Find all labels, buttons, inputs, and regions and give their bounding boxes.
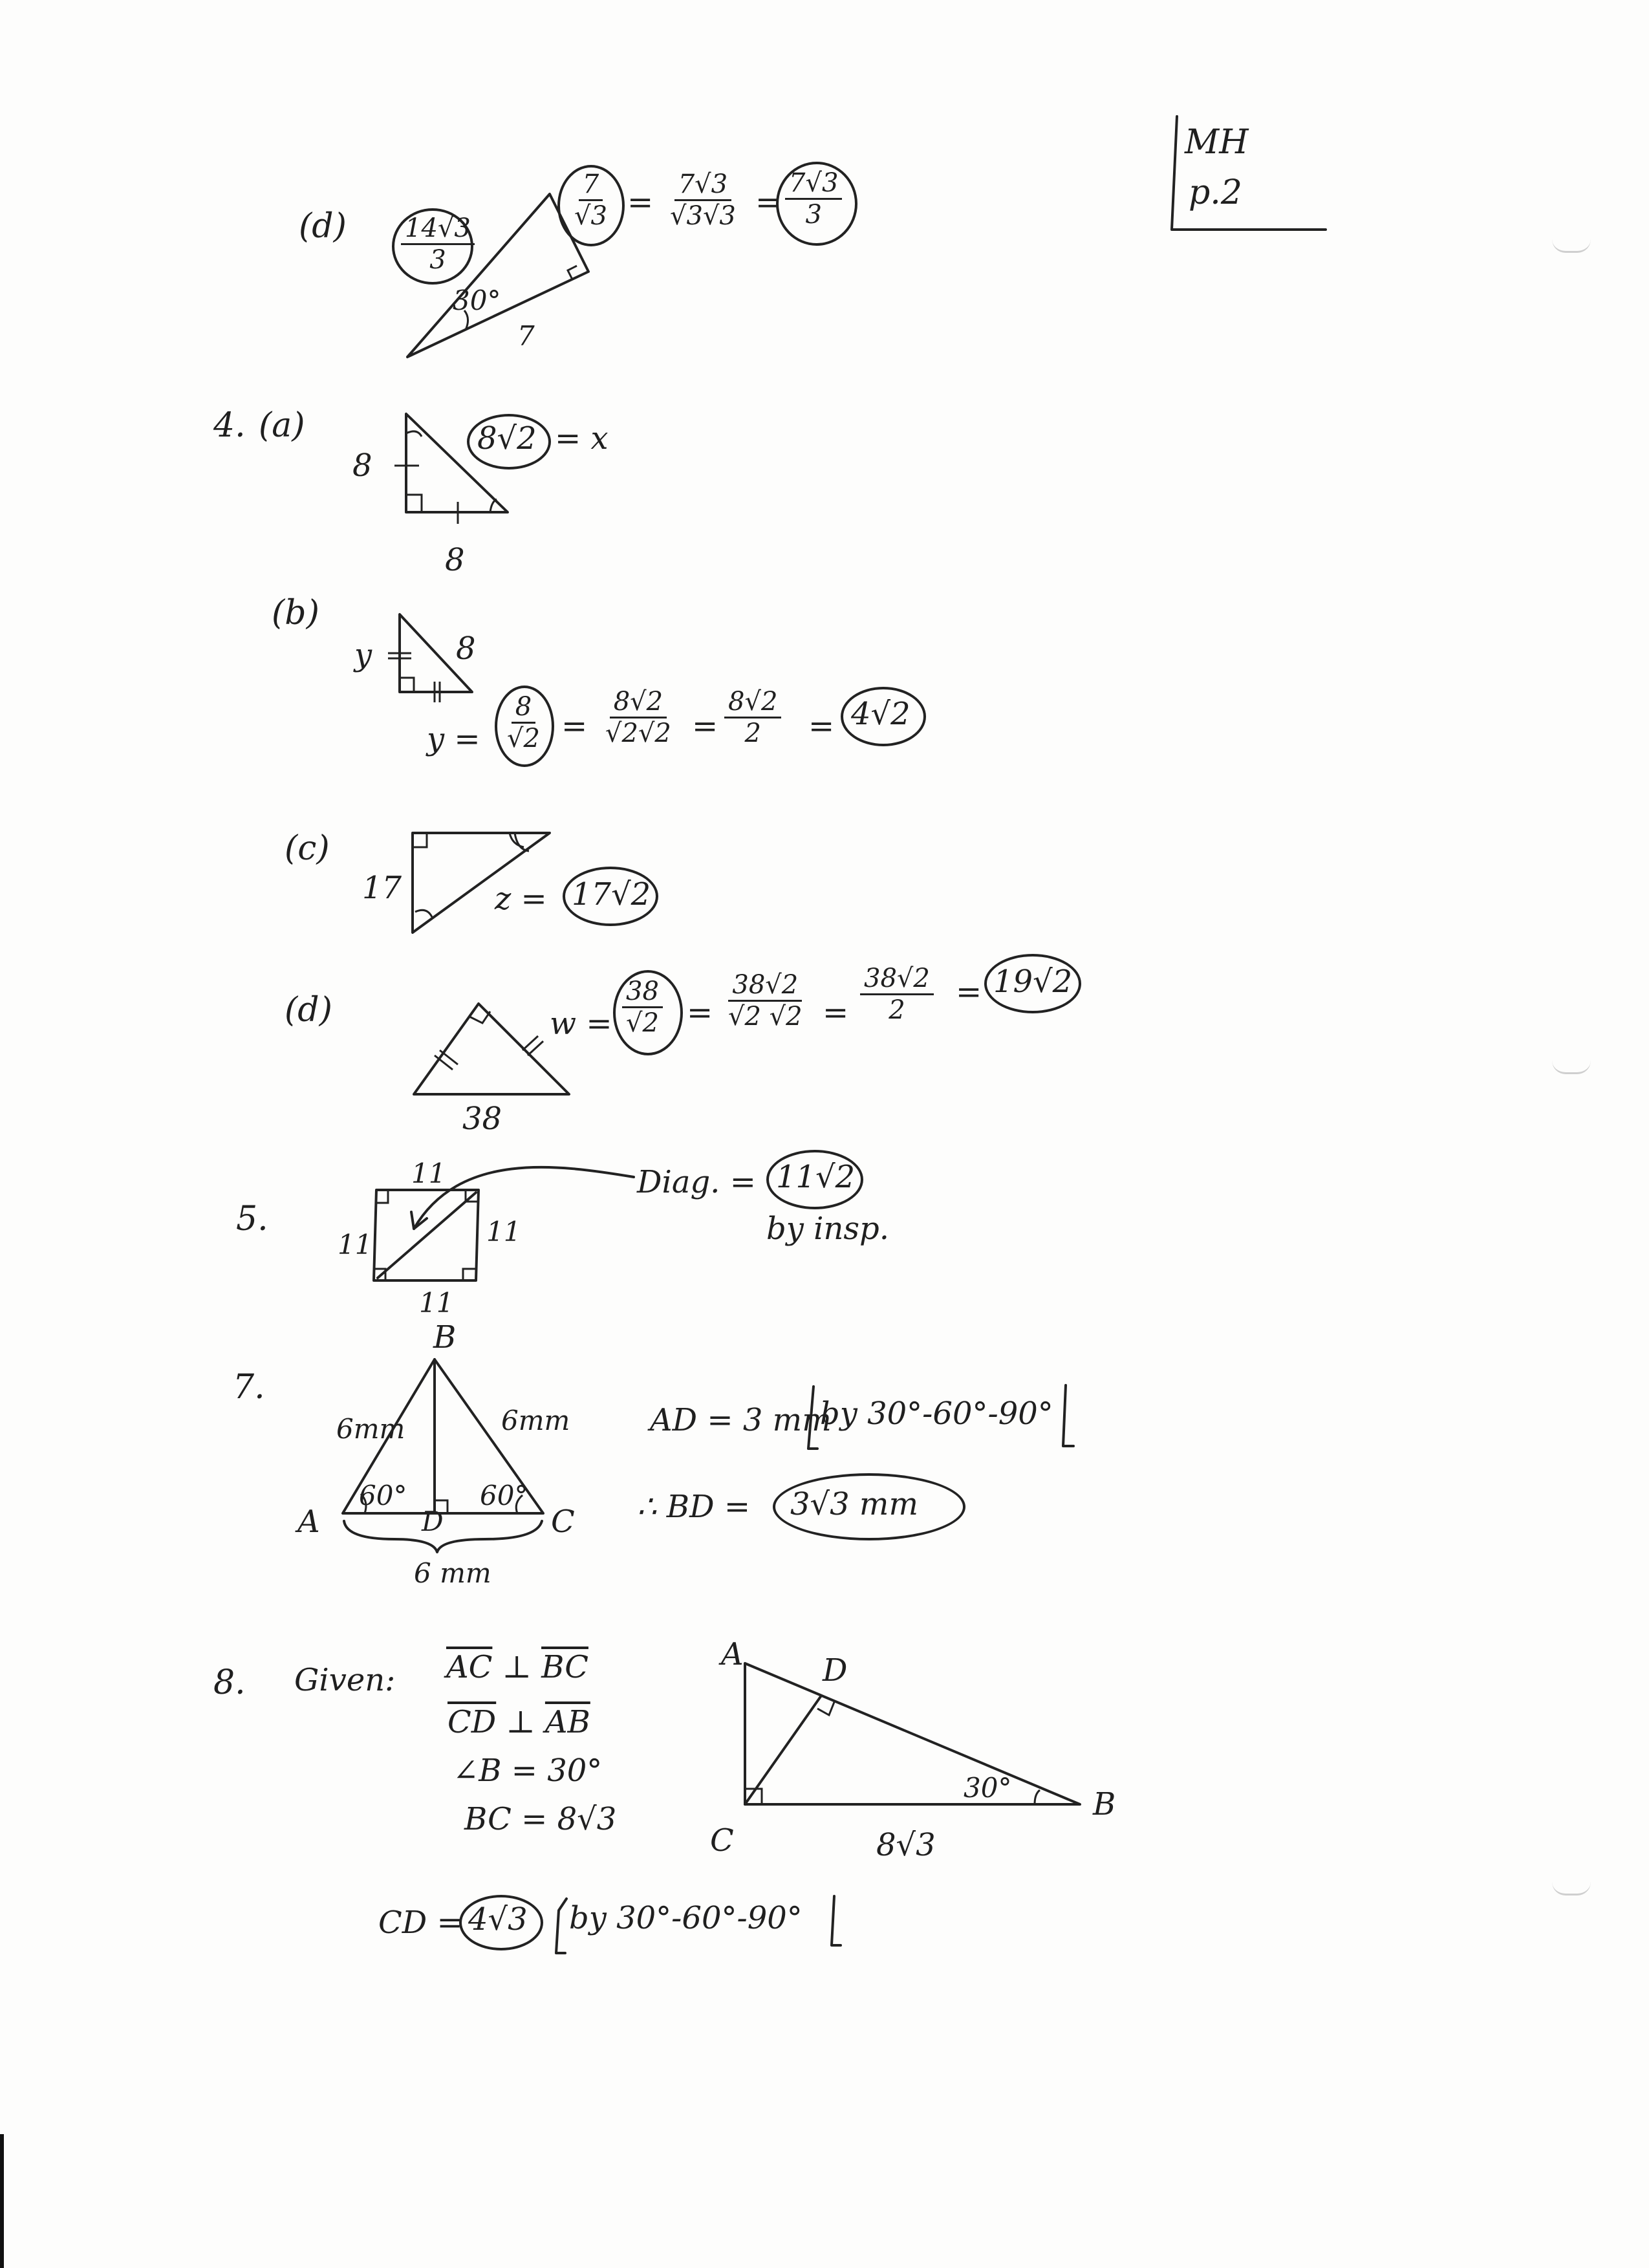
equals-sign: = [755,184,782,221]
ad-length: AD = 3 mm [650,1402,832,1438]
simplify-step: $\frac{38√2}{2}$ [860,964,934,1025]
problem-number: 7. [233,1368,265,1407]
equals-sign: = [687,995,713,1031]
equation-lhs: y = [427,721,480,757]
side-left-length: 11 [338,1229,372,1260]
equals-sign: = [823,995,849,1031]
diagonal-lhs: Diag. = [637,1164,756,1200]
base-length: 8√3 [876,1827,936,1863]
problem-number: 8. [213,1663,246,1702]
hypotenuse-lhs: z = [495,881,547,917]
vertex-a-label: A [721,1636,744,1672]
vertex-c-label: C [551,1504,575,1540]
problem-label: (a) [259,406,305,445]
simplify-step: $\frac{8√2}{2}$ [724,687,781,748]
ad-reason: by 30°-60°-90° [820,1396,1053,1432]
rationalize-step: $\frac{8√2}{√2√2}$ [605,687,671,748]
worksheet-page: MH p.2 (d) $\frac{14√3}{3}$ 30° 7 $\frac{7}{√3}$ = $\frac{7√3}{√3√3}$ = $\frac{7√3}{3}$ 4. (a) 8 8 8√2 = x (b) y 8 y = $\frac{8}{√2}$ = $\frac{8√2}{√2√2}$ = $\frac{8√2}{2}$ = 4√2 (c) 17 z = 17√2 (d) 38 w = $\frac{38}{√2}$ = $\frac{38√2}{√2 √2}$ = $\frac{38√2}{2}$ = 19√2 5. 11 11 11 11 Diag. = 11√2 by insp. 7. B A C D 6mm 6mm 60° 60° 6 mm AD = 3 mm by 30°-60°-90° ∴ BD = 3√3 mm 8. Given: $\overline{AC}$ ⊥ $\overline{BC}$ $\overline{CD}$ ⊥ $\overline{AB}$ ∠B = 30° BC = 8√3 A D C B 30° 8√3 CD = 4√3 by 30°-60°-90° [0,0,1649,2268]
vertex-b-label: B [1093,1786,1116,1822]
vertex-c-label: C [710,1822,734,1859]
binder-hole-mark [1552,1061,1591,1074]
problem-label: (c) [285,829,330,868]
y-leg-label: y [354,637,372,673]
problem-number: 4. [213,406,246,445]
vertex-b-label: B [433,1319,457,1355]
hypotenuse-lhs: w = [550,1006,612,1042]
equals-sign: = [692,708,718,744]
equals-sign: = [956,974,982,1010]
left-side-length: 6mm [336,1413,405,1445]
base-length: 7 [517,320,535,352]
problem-label: (d) [285,991,332,1030]
cd-reason: by 30°-60°-90° [569,1900,803,1936]
vertex-d-label: D [823,1652,848,1689]
right-triangle-diagram [737,1656,1099,1824]
header-page-number: p.2 [1189,173,1242,212]
problem-number: 5. [236,1200,268,1238]
bd-lhs: ∴ BD = [637,1489,751,1525]
square-diagram [362,1151,660,1293]
equals-sign: = [627,184,654,221]
angle-label: 30° [964,1772,1012,1804]
right-angle-label: 60° [480,1480,528,1511]
side-bottom-length: 11 [419,1287,454,1319]
right-side-length: 6mm [501,1405,570,1436]
problem-label: (d) [299,207,347,246]
left-angle-label: 60° [359,1480,407,1511]
rationalize-step: $\frac{7√3}{√3√3}$ [670,169,736,231]
cd-lhs: CD = [378,1905,463,1941]
given-3: ∠B = 30° [453,1753,603,1789]
hypotenuse-length: 8 [456,631,476,667]
equals-sign: = [808,708,835,744]
inspection-note: by insp. [766,1211,889,1247]
equilateral-triangle-diagram [323,1352,569,1559]
given-2: $\overline{CD}$ ⊥ $\overline{AB}$ [447,1704,590,1740]
header-bracket [1164,110,1332,239]
side-left-length: 8 [352,448,372,484]
given-label: Given: [294,1662,396,1698]
side-length: 17 [362,870,402,906]
base-length: 38 [462,1101,502,1137]
equals-sign: = [561,708,588,744]
binder-hole-mark [1552,1882,1591,1895]
rationalize-step: $\frac{38√2}{√2 √2}$ [728,970,803,1031]
binder-hole-mark [1552,239,1591,253]
vertex-d-label: D [422,1506,444,1537]
side-bottom-length: 8 [445,542,465,578]
angle-label: 30° [453,285,501,316]
scan-edge-mark [0,2134,4,2268]
equals-x: = x [555,420,609,457]
side-top-length: 11 [411,1158,446,1189]
base-length: 6 mm [414,1557,491,1589]
given-4: BC = 8√3 [464,1801,617,1837]
side-right-length: 11 [486,1216,521,1247]
vertex-a-label: A [297,1504,320,1540]
header-initials: MH [1185,123,1249,162]
problem-label: (b) [272,594,319,632]
given-1: $\overline{AC}$ ⊥ $\overline{BC}$ [446,1649,588,1685]
